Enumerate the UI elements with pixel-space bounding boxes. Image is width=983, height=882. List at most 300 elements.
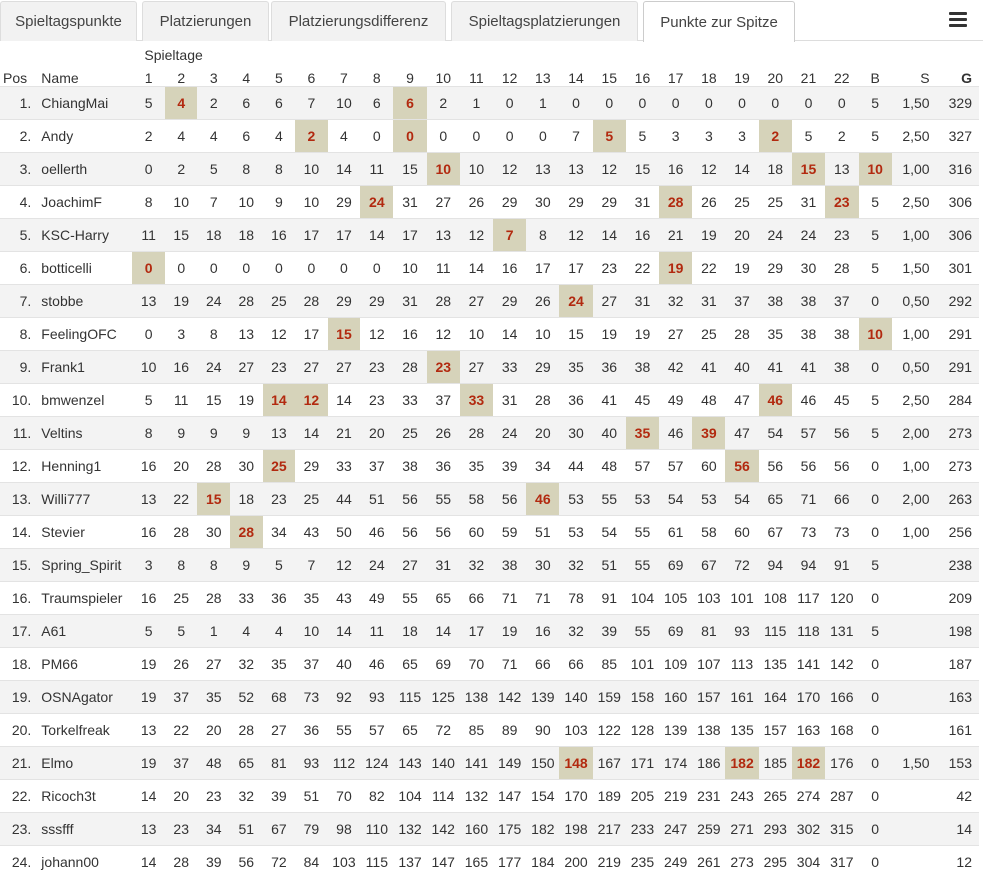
day-cell: 23 bbox=[825, 186, 859, 219]
player-name: Elmo bbox=[35, 747, 132, 780]
day-cell: 0 bbox=[165, 252, 198, 285]
day-cell: 101 bbox=[725, 582, 758, 615]
day-cell: 115 bbox=[759, 615, 792, 648]
day-cell: 39 bbox=[197, 846, 230, 879]
header-day[interactable]: 14 bbox=[568, 70, 584, 86]
day-cell: 5 bbox=[197, 153, 230, 186]
day-cell: 43 bbox=[295, 516, 328, 549]
s-cell: 0,50 bbox=[892, 351, 934, 384]
day-cell: 0 bbox=[792, 87, 825, 120]
row-position: 6. bbox=[0, 252, 35, 285]
day-cell: 11 bbox=[360, 153, 393, 186]
day-cell: 59 bbox=[493, 516, 526, 549]
day-cell: 30 bbox=[792, 252, 825, 285]
day-cell: 29 bbox=[493, 285, 526, 318]
table-row bbox=[0, 747, 979, 780]
day-cell: 37 bbox=[725, 285, 758, 318]
s-cell bbox=[892, 615, 934, 648]
day-cell: 29 bbox=[759, 252, 792, 285]
player-name: Henning1 bbox=[35, 450, 132, 483]
day-cell: 273 bbox=[725, 846, 758, 879]
day-cell: 0 bbox=[132, 318, 165, 351]
day-cell: 18 bbox=[759, 153, 792, 186]
day-cell: 142 bbox=[427, 813, 460, 846]
day-cell: 17 bbox=[526, 252, 559, 285]
day-cell: 13 bbox=[132, 483, 165, 516]
day-cell: 17 bbox=[295, 219, 328, 252]
day-cell: 16 bbox=[493, 252, 526, 285]
day-cell: 233 bbox=[626, 813, 659, 846]
day-cell: 12 bbox=[593, 153, 626, 186]
table-row bbox=[0, 219, 979, 252]
day-cell: 13 bbox=[825, 153, 859, 186]
day-cell: 4 bbox=[165, 120, 198, 153]
day-cell: 117 bbox=[792, 582, 825, 615]
bonus-cell: 0 bbox=[859, 813, 892, 846]
day-cell: 14 bbox=[295, 417, 328, 450]
player-name: Willi777 bbox=[35, 483, 132, 516]
day-cell: 40 bbox=[725, 351, 758, 384]
day-cell: 32 bbox=[559, 549, 592, 582]
day-cell: 13 bbox=[263, 417, 296, 450]
day-cell: 56 bbox=[230, 846, 263, 879]
day-cell: 113 bbox=[725, 648, 758, 681]
header-day[interactable]: 22 bbox=[834, 70, 850, 86]
header-day[interactable]: 5 bbox=[274, 70, 283, 86]
day-cell: 89 bbox=[493, 714, 526, 747]
player-name: JoachimF bbox=[35, 186, 132, 219]
day-cell: 60 bbox=[460, 516, 493, 549]
header-day[interactable]: 9 bbox=[406, 70, 414, 86]
row-position: 3. bbox=[0, 153, 35, 186]
day-cell: 304 bbox=[792, 846, 825, 879]
day-cell: 182 bbox=[526, 813, 559, 846]
day-cell: 16 bbox=[659, 153, 692, 186]
total-cell: 161 bbox=[934, 714, 979, 747]
header-day[interactable]: 21 bbox=[800, 70, 817, 86]
day-cell: 247 bbox=[659, 813, 692, 846]
day-cell: 10 bbox=[295, 186, 328, 219]
day-cell: 56 bbox=[427, 516, 460, 549]
header-day[interactable]: 11 bbox=[469, 70, 484, 86]
bonus-cell: 5 bbox=[859, 417, 892, 450]
day-cell: 33 bbox=[230, 582, 263, 615]
day-cell: 28 bbox=[295, 285, 328, 318]
day-cell: 182 bbox=[792, 747, 825, 780]
day-cell: 46 bbox=[659, 417, 692, 450]
day-cell: 142 bbox=[825, 648, 859, 681]
bonus-cell: 0 bbox=[859, 516, 892, 549]
day-cell: 19 bbox=[593, 318, 626, 351]
day-cell: 93 bbox=[295, 747, 328, 780]
day-cell: 154 bbox=[526, 780, 559, 813]
day-cell: 0 bbox=[493, 120, 526, 153]
total-cell: 198 bbox=[934, 615, 979, 648]
table-row bbox=[0, 813, 979, 846]
day-cell: 3 bbox=[692, 120, 725, 153]
day-cell: 57 bbox=[659, 450, 692, 483]
header-day[interactable]: 6 bbox=[307, 70, 316, 86]
total-cell: 306 bbox=[934, 219, 979, 252]
hamburger-menu-icon[interactable] bbox=[949, 12, 967, 28]
table-row bbox=[0, 384, 979, 417]
day-cell: 36 bbox=[559, 384, 592, 417]
day-cell: 10 bbox=[295, 615, 328, 648]
day-cell: 10 bbox=[460, 153, 493, 186]
day-cell: 20 bbox=[725, 219, 758, 252]
day-cell: 141 bbox=[792, 648, 825, 681]
day-cell: 29 bbox=[593, 186, 626, 219]
day-cell: 3 bbox=[659, 120, 692, 153]
table-row bbox=[0, 351, 979, 384]
day-cell: 65 bbox=[759, 483, 792, 516]
day-cell: 57 bbox=[792, 417, 825, 450]
day-cell: 54 bbox=[725, 483, 758, 516]
day-cell: 132 bbox=[460, 780, 493, 813]
row-position: 23. bbox=[0, 813, 35, 846]
total-cell: 316 bbox=[934, 153, 979, 186]
day-cell: 26 bbox=[460, 186, 493, 219]
day-cell: 0 bbox=[132, 252, 165, 285]
day-cell: 16 bbox=[132, 582, 165, 615]
total-cell: 238 bbox=[934, 549, 979, 582]
header-day[interactable]: 17 bbox=[667, 70, 684, 86]
day-cell: 20 bbox=[360, 417, 393, 450]
day-cell: 177 bbox=[493, 846, 526, 879]
day-cell: 0 bbox=[393, 120, 426, 153]
header-day[interactable]: 7 bbox=[340, 70, 348, 86]
header-day[interactable]: 4 bbox=[242, 70, 251, 86]
tab-platzierungen[interactable]: Platzierungen bbox=[142, 1, 269, 41]
day-cell: 189 bbox=[593, 780, 626, 813]
tab-bar bbox=[0, 0, 983, 41]
day-cell: 29 bbox=[328, 186, 361, 219]
day-cell: 29 bbox=[295, 450, 328, 483]
player-name: KSC-Harry bbox=[35, 219, 132, 252]
day-cell: 29 bbox=[328, 285, 361, 318]
day-cell: 3 bbox=[165, 318, 198, 351]
day-cell: 135 bbox=[759, 648, 792, 681]
day-cell: 140 bbox=[559, 681, 592, 714]
day-cell: 51 bbox=[295, 780, 328, 813]
day-cell: 29 bbox=[559, 186, 592, 219]
day-cell: 205 bbox=[626, 780, 659, 813]
day-cell: 261 bbox=[692, 846, 725, 879]
header-day[interactable]: 10 bbox=[435, 70, 452, 86]
s-cell bbox=[892, 549, 934, 582]
day-cell: 91 bbox=[593, 582, 626, 615]
header-day[interactable]: 15 bbox=[601, 70, 618, 86]
header-day[interactable]: 8 bbox=[372, 70, 381, 86]
header-s[interactable]: S bbox=[920, 70, 930, 86]
day-cell: 5 bbox=[132, 384, 165, 417]
day-cell: 39 bbox=[692, 417, 725, 450]
day-cell: 55 bbox=[626, 615, 659, 648]
day-cell: 28 bbox=[197, 582, 230, 615]
day-cell: 56 bbox=[825, 417, 859, 450]
day-cell: 24 bbox=[759, 219, 792, 252]
day-cell: 6 bbox=[360, 87, 393, 120]
day-cell: 9 bbox=[230, 549, 263, 582]
day-cell: 8 bbox=[197, 318, 230, 351]
tab-spieltagspunkte[interactable]: Spieltagspunkte bbox=[0, 1, 137, 41]
day-cell: 33 bbox=[328, 450, 361, 483]
day-cell: 17 bbox=[393, 219, 426, 252]
day-cell: 0 bbox=[360, 120, 393, 153]
day-cell: 103 bbox=[692, 582, 725, 615]
day-cell: 27 bbox=[328, 351, 361, 384]
header-day[interactable]: 3 bbox=[209, 70, 218, 86]
header-day[interactable]: 13 bbox=[535, 70, 551, 86]
day-cell: 78 bbox=[559, 582, 592, 615]
day-cell: 31 bbox=[427, 549, 460, 582]
day-cell: 38 bbox=[825, 351, 859, 384]
day-cell: 45 bbox=[626, 384, 659, 417]
day-cell: 27 bbox=[295, 351, 328, 384]
row-position: 9. bbox=[0, 351, 35, 384]
day-cell: 12 bbox=[427, 318, 460, 351]
day-cell: 160 bbox=[460, 813, 493, 846]
table-row bbox=[0, 516, 979, 549]
row-position: 7. bbox=[0, 285, 35, 318]
day-cell: 31 bbox=[692, 285, 725, 318]
day-cell: 45 bbox=[825, 384, 859, 417]
table-row bbox=[0, 615, 979, 648]
day-cell: 32 bbox=[230, 780, 263, 813]
day-cell: 37 bbox=[295, 648, 328, 681]
row-position: 16. bbox=[0, 582, 35, 615]
spieltage-group-header: Spieltage bbox=[144, 47, 203, 63]
day-cell: 171 bbox=[626, 747, 659, 780]
day-cell: 34 bbox=[263, 516, 296, 549]
day-cell: 22 bbox=[626, 252, 659, 285]
day-cell: 40 bbox=[593, 417, 626, 450]
day-cell: 23 bbox=[263, 351, 296, 384]
header-day[interactable]: 18 bbox=[701, 70, 717, 86]
day-cell: 65 bbox=[393, 648, 426, 681]
day-cell: 103 bbox=[328, 846, 361, 879]
player-name: oellerth bbox=[35, 153, 132, 186]
day-cell: 38 bbox=[493, 549, 526, 582]
day-cell: 2 bbox=[295, 120, 328, 153]
day-cell: 30 bbox=[230, 450, 263, 483]
s-cell bbox=[892, 681, 934, 714]
header-day[interactable]: 20 bbox=[767, 70, 784, 86]
day-cell: 54 bbox=[593, 516, 626, 549]
header-day[interactable]: 1 bbox=[144, 70, 153, 86]
day-cell: 38 bbox=[825, 318, 859, 351]
day-cell: 33 bbox=[493, 351, 526, 384]
day-cell: 51 bbox=[593, 549, 626, 582]
day-cell: 70 bbox=[460, 648, 493, 681]
header-day[interactable]: 19 bbox=[734, 70, 750, 86]
row-position: 13. bbox=[0, 483, 35, 516]
day-cell: 20 bbox=[526, 417, 559, 450]
day-cell: 18 bbox=[230, 219, 263, 252]
day-cell: 5 bbox=[792, 120, 825, 153]
day-cell: 11 bbox=[132, 219, 165, 252]
tab-punkte-zur-spitze[interactable]: Punkte zur Spitze bbox=[643, 1, 795, 42]
bonus-cell: 0 bbox=[859, 285, 892, 318]
total-cell: 291 bbox=[934, 318, 979, 351]
tab-spieltagsplatzierungen[interactable]: Spieltagsplatzierungen bbox=[451, 1, 638, 41]
player-name: stobbe bbox=[35, 285, 132, 318]
bonus-cell: 0 bbox=[859, 714, 892, 747]
day-cell: 37 bbox=[825, 285, 859, 318]
day-cell: 38 bbox=[626, 351, 659, 384]
day-cell: 5 bbox=[593, 120, 626, 153]
s-cell: 1,50 bbox=[892, 747, 934, 780]
day-cell: 25 bbox=[692, 318, 725, 351]
day-cell: 19 bbox=[692, 219, 725, 252]
day-cell: 104 bbox=[626, 582, 659, 615]
day-cell: 105 bbox=[659, 582, 692, 615]
day-cell: 81 bbox=[263, 747, 296, 780]
day-cell: 55 bbox=[593, 483, 626, 516]
day-cell: 32 bbox=[460, 549, 493, 582]
day-cell: 38 bbox=[792, 318, 825, 351]
player-name: Stevier bbox=[35, 516, 132, 549]
day-cell: 138 bbox=[460, 681, 493, 714]
day-cell: 94 bbox=[759, 549, 792, 582]
day-cell: 109 bbox=[659, 648, 692, 681]
total-cell: 291 bbox=[934, 351, 979, 384]
day-cell: 13 bbox=[132, 813, 165, 846]
row-position: 18. bbox=[0, 648, 35, 681]
day-cell: 30 bbox=[197, 516, 230, 549]
table-row bbox=[0, 186, 979, 219]
day-cell: 12 bbox=[559, 219, 592, 252]
day-cell: 12 bbox=[328, 549, 361, 582]
day-cell: 2 bbox=[132, 120, 165, 153]
day-cell: 0 bbox=[328, 252, 361, 285]
day-cell: 165 bbox=[460, 846, 493, 879]
day-cell: 56 bbox=[493, 483, 526, 516]
day-cell: 14 bbox=[493, 318, 526, 351]
day-cell: 48 bbox=[197, 747, 230, 780]
day-cell: 137 bbox=[393, 846, 426, 879]
day-cell: 31 bbox=[626, 186, 659, 219]
total-cell: 263 bbox=[934, 483, 979, 516]
s-cell bbox=[892, 846, 934, 879]
day-cell: 58 bbox=[692, 516, 725, 549]
day-cell: 2 bbox=[759, 120, 792, 153]
bonus-cell: 0 bbox=[859, 483, 892, 516]
day-cell: 164 bbox=[759, 681, 792, 714]
day-cell: 107 bbox=[692, 648, 725, 681]
day-cell: 6 bbox=[263, 87, 296, 120]
day-cell: 27 bbox=[393, 549, 426, 582]
day-cell: 101 bbox=[626, 648, 659, 681]
day-cell: 39 bbox=[593, 615, 626, 648]
player-name: Frank1 bbox=[35, 351, 132, 384]
day-cell: 104 bbox=[393, 780, 426, 813]
table-row bbox=[0, 252, 979, 285]
day-cell: 10 bbox=[427, 153, 460, 186]
day-cell: 79 bbox=[295, 813, 328, 846]
tab-platzierungsdifferenz[interactable]: Platzierungsdifferenz bbox=[271, 1, 446, 41]
day-cell: 125 bbox=[427, 681, 460, 714]
day-cell: 58 bbox=[460, 483, 493, 516]
day-cell: 31 bbox=[792, 186, 825, 219]
day-cell: 142 bbox=[493, 681, 526, 714]
day-cell: 0 bbox=[427, 120, 460, 153]
day-cell: 120 bbox=[825, 582, 859, 615]
day-cell: 66 bbox=[526, 648, 559, 681]
s-cell: 2,50 bbox=[892, 186, 934, 219]
table-row bbox=[0, 450, 979, 483]
day-cell: 91 bbox=[825, 549, 859, 582]
total-cell: 273 bbox=[934, 417, 979, 450]
header-day[interactable]: 16 bbox=[634, 70, 651, 86]
day-cell: 14 bbox=[263, 384, 296, 417]
day-cell: 4 bbox=[263, 615, 296, 648]
day-cell: 19 bbox=[725, 252, 758, 285]
day-cell: 17 bbox=[328, 219, 361, 252]
day-cell: 20 bbox=[165, 450, 198, 483]
day-cell: 1 bbox=[460, 87, 493, 120]
player-name: OSNAgator bbox=[35, 681, 132, 714]
day-cell: 0 bbox=[263, 252, 296, 285]
day-cell: 23 bbox=[197, 780, 230, 813]
day-cell: 4 bbox=[230, 615, 263, 648]
day-cell: 217 bbox=[593, 813, 626, 846]
day-cell: 40 bbox=[328, 648, 361, 681]
s-cell: 1,00 bbox=[892, 318, 934, 351]
day-cell: 28 bbox=[526, 384, 559, 417]
day-cell: 35 bbox=[460, 450, 493, 483]
day-cell: 21 bbox=[659, 219, 692, 252]
day-cell: 7 bbox=[295, 87, 328, 120]
day-cell: 27 bbox=[593, 285, 626, 318]
header-bonus[interactable]: B bbox=[870, 70, 880, 86]
day-cell: 41 bbox=[792, 351, 825, 384]
day-cell: 249 bbox=[659, 846, 692, 879]
day-cell: 27 bbox=[460, 351, 493, 384]
header-name[interactable]: Name bbox=[41, 70, 79, 86]
row-position: 2. bbox=[0, 120, 35, 153]
day-cell: 39 bbox=[263, 780, 296, 813]
day-cell: 7 bbox=[295, 549, 328, 582]
day-cell: 25 bbox=[263, 450, 296, 483]
header-day[interactable]: 2 bbox=[177, 70, 186, 86]
day-cell: 41 bbox=[692, 351, 725, 384]
bonus-cell: 0 bbox=[859, 681, 892, 714]
day-cell: 139 bbox=[526, 681, 559, 714]
day-cell: 66 bbox=[559, 648, 592, 681]
day-cell: 13 bbox=[427, 219, 460, 252]
day-cell: 14 bbox=[360, 219, 393, 252]
day-cell: 14 bbox=[132, 780, 165, 813]
day-cell: 28 bbox=[165, 516, 198, 549]
day-cell: 1 bbox=[526, 87, 559, 120]
day-cell: 46 bbox=[792, 384, 825, 417]
header-total[interactable]: G bbox=[961, 70, 972, 86]
player-name: Spring_Spirit bbox=[35, 549, 132, 582]
day-cell: 41 bbox=[759, 351, 792, 384]
header-day[interactable]: 12 bbox=[501, 70, 518, 86]
day-cell: 132 bbox=[393, 813, 426, 846]
day-cell: 38 bbox=[393, 450, 426, 483]
day-cell: 24 bbox=[360, 549, 393, 582]
day-cell: 19 bbox=[132, 681, 165, 714]
day-cell: 37 bbox=[165, 681, 198, 714]
day-cell: 50 bbox=[328, 516, 361, 549]
day-cell: 36 bbox=[263, 582, 296, 615]
day-cell: 30 bbox=[526, 186, 559, 219]
table-row bbox=[0, 648, 979, 681]
header-pos[interactable]: Pos bbox=[3, 70, 28, 86]
